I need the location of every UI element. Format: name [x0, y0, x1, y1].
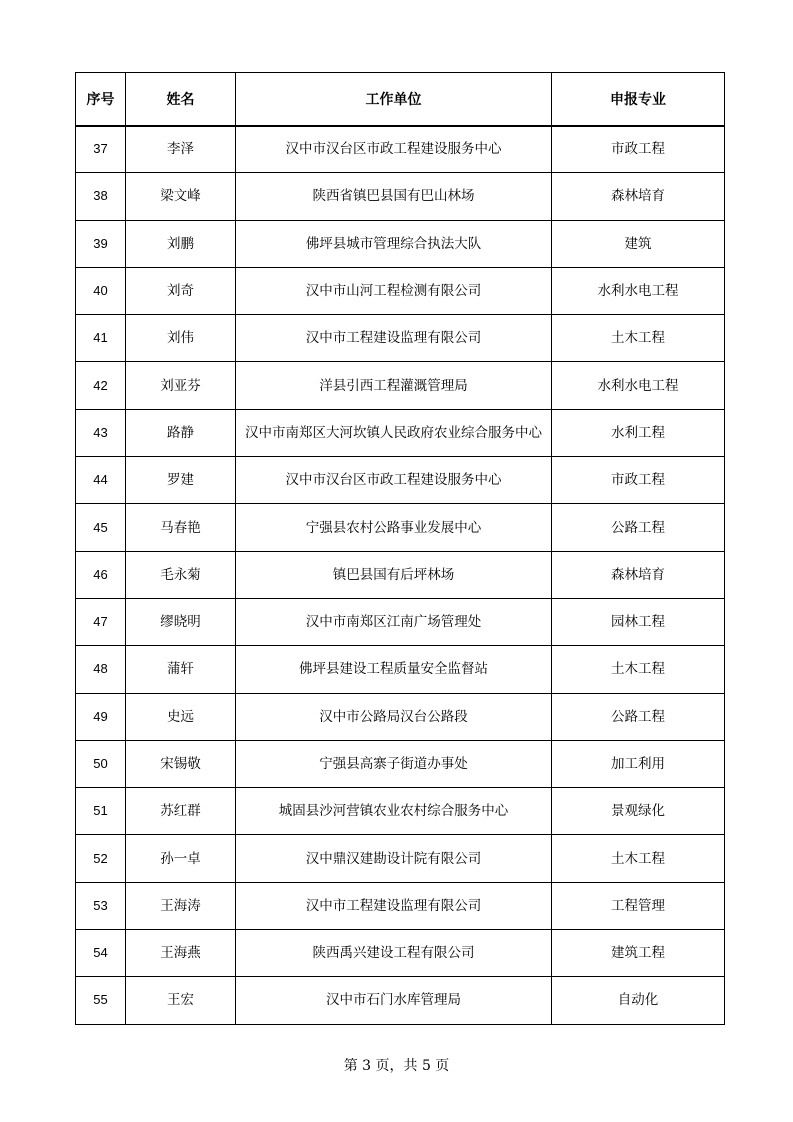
table-body [76, 126, 725, 1025]
row-number: 50 [76, 740, 126, 787]
row-work-unit: 汉中市汉台区市政工程建设服务中心 [236, 457, 552, 504]
row-major: 土木工程 [552, 646, 725, 693]
row-name: 梁文峰 [126, 173, 236, 220]
row-work-unit: 宁强县农村公路事业发展中心 [236, 504, 552, 551]
row-number: 38 [76, 173, 126, 220]
row-name: 刘亚芬 [126, 362, 236, 409]
row-number: 51 [76, 788, 126, 835]
row-number: 54 [76, 930, 126, 977]
row-number: 53 [76, 882, 126, 929]
row-number: 44 [76, 457, 126, 504]
table-row [76, 457, 725, 504]
table-row [76, 220, 725, 267]
personnel-table [75, 72, 725, 1025]
row-major: 加工利用 [552, 740, 725, 787]
row-work-unit: 汉中市南郑区江南广场管理处 [236, 598, 552, 645]
header-unit: 工作单位 [236, 73, 552, 126]
table-row [76, 835, 725, 882]
row-major: 公路工程 [552, 693, 725, 740]
row-name: 马春艳 [126, 504, 236, 551]
row-work-unit: 洋县引西工程灌溉管理局 [236, 362, 552, 409]
header-no: 序号 [76, 73, 126, 126]
table-row [76, 740, 725, 787]
row-number: 46 [76, 551, 126, 598]
row-work-unit: 城固县沙河营镇农业农村综合服务中心 [236, 788, 552, 835]
row-major: 土木工程 [552, 315, 725, 362]
header-row [76, 73, 725, 126]
row-number: 47 [76, 598, 126, 645]
table-row [76, 362, 725, 409]
table-header [76, 73, 725, 126]
row-major: 森林培育 [552, 173, 725, 220]
row-name: 李泽 [126, 126, 236, 173]
table-row [76, 646, 725, 693]
row-work-unit: 佛坪县建设工程质量安全监督站 [236, 646, 552, 693]
row-name: 毛永菊 [126, 551, 236, 598]
row-work-unit: 汉中市工程建设监理有限公司 [236, 882, 552, 929]
row-work-unit: 汉中市汉台区市政工程建设服务中心 [236, 126, 552, 173]
row-name: 苏红群 [126, 788, 236, 835]
table-row [76, 267, 725, 314]
table-row [76, 551, 725, 598]
row-number: 48 [76, 646, 126, 693]
row-major: 公路工程 [552, 504, 725, 551]
row-work-unit: 陕西省镇巴县国有巴山林场 [236, 173, 552, 220]
row-number: 41 [76, 315, 126, 362]
row-work-unit: 汉中市石门水库管理局 [236, 977, 552, 1024]
row-name: 孙一卓 [126, 835, 236, 882]
row-work-unit: 汉中市南郑区大河坎镇人民政府农业综合服务中心 [236, 409, 552, 456]
row-work-unit: 汉中市公路局汉台公路段 [236, 693, 552, 740]
row-major: 水利水电工程 [552, 267, 725, 314]
page-footer: 第 3 页，共 5 页 [343, 1058, 450, 1074]
row-name: 王海燕 [126, 930, 236, 977]
row-number: 43 [76, 409, 126, 456]
row-name: 刘鹏 [126, 220, 236, 267]
row-number: 39 [76, 220, 126, 267]
row-work-unit: 陕西禹兴建设工程有限公司 [236, 930, 552, 977]
row-number: 49 [76, 693, 126, 740]
row-major: 水利工程 [552, 409, 725, 456]
row-number: 37 [76, 126, 126, 173]
row-work-unit: 宁强县高寨子街道办事处 [236, 740, 552, 787]
table-row [76, 693, 725, 740]
table-row [76, 409, 725, 456]
table-row [76, 977, 725, 1024]
row-work-unit: 佛坪县城市管理综合执法大队 [236, 220, 552, 267]
row-major: 水利水电工程 [552, 362, 725, 409]
row-name: 缪晓明 [126, 598, 236, 645]
row-major: 自动化 [552, 977, 725, 1024]
table-row [76, 598, 725, 645]
row-name: 罗建 [126, 457, 236, 504]
row-major: 景观绿化 [552, 788, 725, 835]
row-number: 55 [76, 977, 126, 1024]
row-name: 王宏 [126, 977, 236, 1024]
table-row [76, 930, 725, 977]
row-major: 森林培育 [552, 551, 725, 598]
row-name: 史远 [126, 693, 236, 740]
row-major: 工程管理 [552, 882, 725, 929]
row-number: 42 [76, 362, 126, 409]
row-major: 市政工程 [552, 457, 725, 504]
row-name: 刘奇 [126, 267, 236, 314]
row-name: 蒲轩 [126, 646, 236, 693]
row-work-unit: 镇巴县国有后坪林场 [236, 551, 552, 598]
row-work-unit: 汉中鼎汉建勘设计院有限公司 [236, 835, 552, 882]
table-row [76, 315, 725, 362]
row-major: 土木工程 [552, 835, 725, 882]
row-name: 王海涛 [126, 882, 236, 929]
row-major: 建筑工程 [552, 930, 725, 977]
table-row [76, 504, 725, 551]
row-name: 宋锡敬 [126, 740, 236, 787]
row-number: 52 [76, 835, 126, 882]
table-row [76, 882, 725, 929]
row-name: 路静 [126, 409, 236, 456]
table-row [76, 788, 725, 835]
row-work-unit: 汉中市山河工程检测有限公司 [236, 267, 552, 314]
row-major: 市政工程 [552, 126, 725, 173]
row-major: 建筑 [552, 220, 725, 267]
row-major: 园林工程 [552, 598, 725, 645]
row-number: 40 [76, 267, 126, 314]
table-row [76, 173, 725, 220]
header-name: 姓名 [126, 73, 236, 126]
row-work-unit: 汉中市工程建设监理有限公司 [236, 315, 552, 362]
header-major: 申报专业 [552, 73, 725, 126]
row-name: 刘伟 [126, 315, 236, 362]
table-row [76, 126, 725, 173]
row-number: 45 [76, 504, 126, 551]
